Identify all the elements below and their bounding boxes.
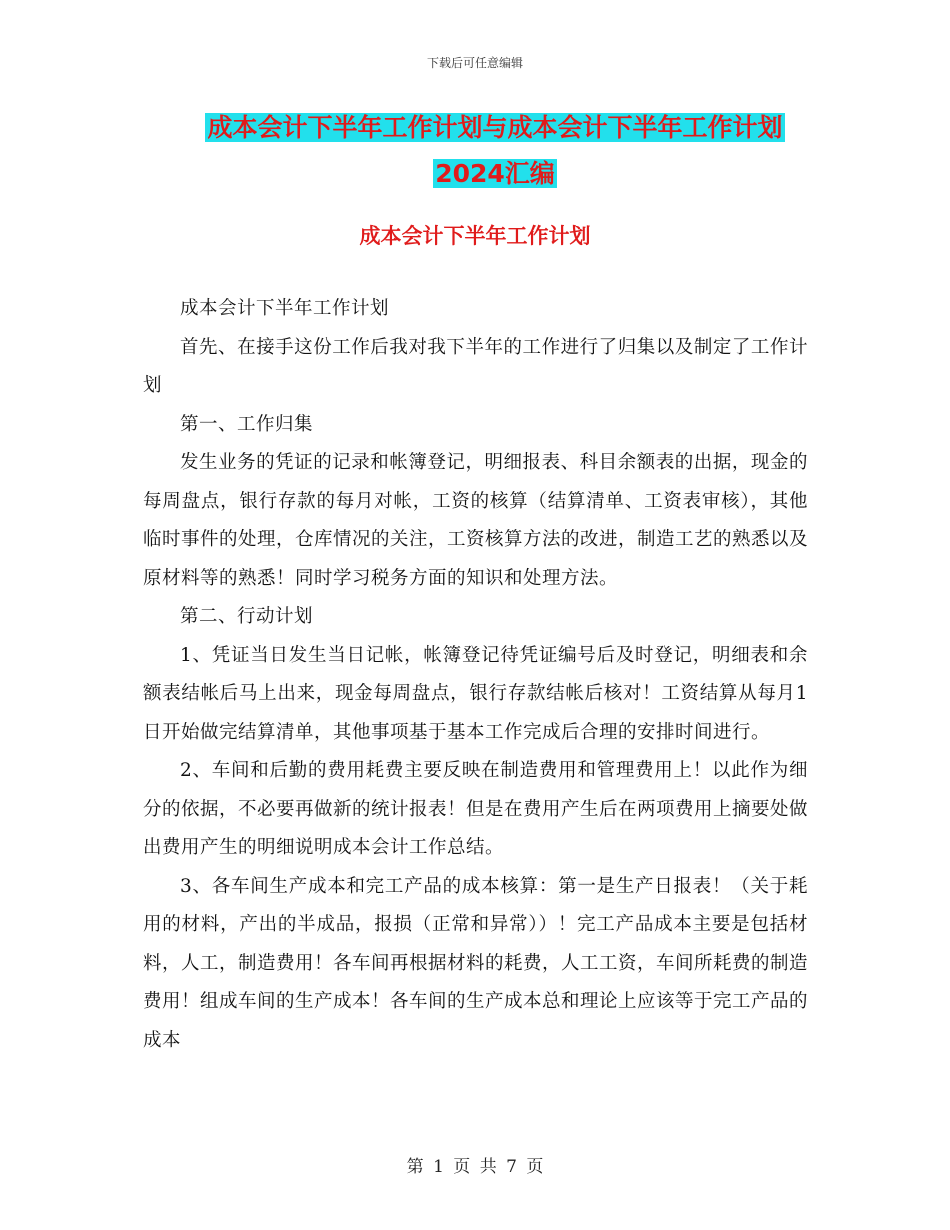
title-line-2-text: 2024汇编 (435, 159, 555, 188)
paragraph-subtitle: 成本会计下半年工作计划 (180, 298, 390, 319)
document-title-line-1 (150, 106, 840, 150)
page-number: 第 1 页 共 7 页 (406, 1157, 544, 1177)
paragraph-heading-1: 第一、工作归集 (180, 413, 314, 435)
paragraph-work-summary: 发生业务的凭证的记录和帐簿登记，明细报表、科目余额表的出据，现金的每周盘点，银行存款的每月对帐，工资的核算（结算清单、工资表审核），其他临时事件的处理，仓库情况的关注，工资核算方法的改进，制造工艺的熟悉以及原材料等的熟悉！同时学习税务方面的知识和处理方法。 (143, 452, 809, 589)
paragraph-item-2: 2、车间和后勤的费用耗费主要反映在制造费用和管理费用上！以此作为细分的依据，不必要再做新的统计报表！但是在费用产生后在两项费用上摘要处做出费用产生的明细说明成本会计工作总结。 (143, 760, 809, 858)
header-note: 下载后可任意编辑 (426, 56, 523, 70)
paragraph-intro: 首先、在接手这份工作后我对我下半年的工作进行了归集以及制定了工作计划 (143, 336, 808, 396)
paragraph-heading-2: 第二、行动计划 (180, 606, 314, 627)
body-text (143, 290, 808, 1060)
paragraph-item-3: 3、各车间生产成本和完工产品的成本核算：第一是生产日报表！（关于耗用的材料，产出的半成品，报损（正常和异常））！完工产品成本主要是包括材料，人工，制造费用！各车间再根据材料的耗费，人工工资，车间所耗费的制造费用！组成车间的生产成本！各车间的生产成本总和理论上应该等于完工产品的成本 (143, 875, 809, 1051)
title-line-1-text: 成本会计下半年工作计划与成本会计下半年工作计划 (207, 113, 783, 142)
section-title: 成本会计下半年工作计划 (359, 224, 591, 248)
paragraph-item-1: 1、凭证当日发生当日记帐，帐簿登记待凭证编号后及时登记，明细表和余额表结帐后马上出来，现金每周盘点，银行存款结帐后核对！工资结算从每月1日开始做完结算清单，其他事项基于基本工作完成后合理的安排时间进行。 (143, 644, 808, 743)
document-title-line-2 (150, 152, 840, 196)
